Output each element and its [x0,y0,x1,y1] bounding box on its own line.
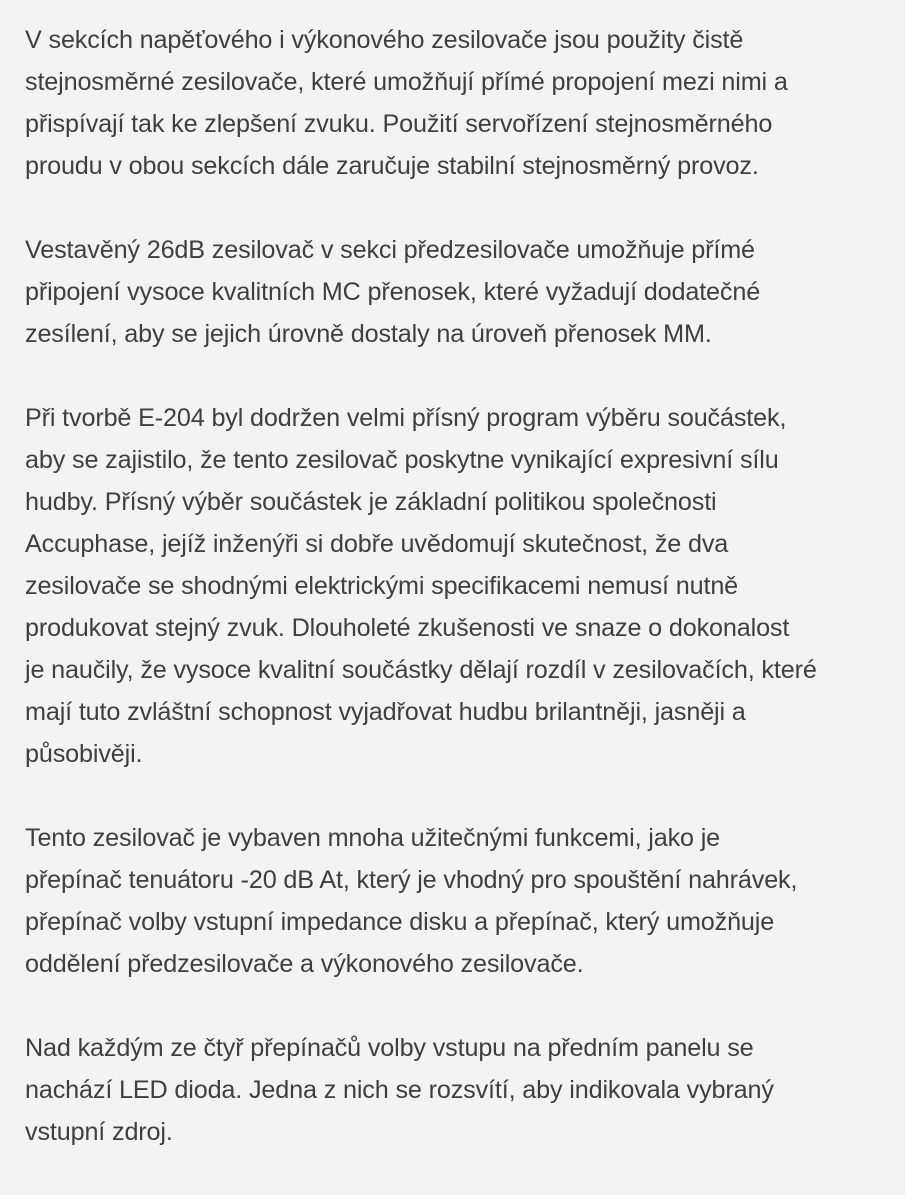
text-line: zesilovače se shodnými elektrickými specifikacemi nemusí nutně [25,572,739,600]
text-line: nachází LED dioda. Jedna z nich se rozsvítí, aby indikovala vybraný [25,1076,774,1104]
text-line: připojení vysoce kvalitních MC přenosek, které vyžadují dodatečné [25,278,761,306]
paragraph-mc-amplifier [25,229,895,355]
article-body [25,19,895,1195]
text-line: Vestavěný 26dB zesilovač v sekci předzesilovače umožňuje přímé [25,236,755,264]
text-line: mají tuto zvláštní schopnost vyjadřovat hudbu brilantněji, jasněji a [25,698,746,726]
text-line: přepínač volby vstupní impedance disku a přepínač, který umožňuje [25,908,775,936]
text-line: Při tvorbě E-204 byl dodržen velmi přísný program výběru součástek, [25,404,787,432]
text-line: zesílení, aby se jejich úrovně dostaly na úroveň přenosek MM. [25,320,712,348]
text-line: je naučily, že vysoce kvalitní součástky dělají rozdíl v zesilovačích, které [25,656,817,684]
text-line: přispívají tak ke zlepšení zvuku. Použití servořízení stejnosměrného [25,110,773,138]
text-line: působivěji. [25,740,143,768]
text-line: produkovat stejný zvuk. Dlouholeté zkušenosti ve snaze o dokonalost [25,614,790,642]
text-line: stejnosměrné zesilovače, které umožňují přímé propojení mezi nimi a [25,68,788,96]
text-line: Nad každým ze čtyř přepínačů volby vstupu na předním panelu se [25,1034,754,1062]
text-line: Tento zesilovač je vybaven mnoha užitečnými funkcemi, jako je [25,824,721,852]
text-line: Accuphase, jejíž inženýři si dobře uvědomují skutečnost, že dva [25,530,729,558]
text-line: přepínač tenuátoru -20 dB At, který je vhodný pro spouštění nahrávek, [25,866,798,894]
text-line: aby se zajistilo, že tento zesilovač poskytne vynikající expresivní sílu [25,446,779,474]
paragraph-component-selection [25,397,895,775]
text-line: hudby. Přísný výběr součástek je základní politikou společnosti [25,488,717,516]
paragraph-dc-amplifiers [25,19,895,187]
text-line: proudu v obou sekcích dále zaručuje stabilní stejnosměrný provoz. [25,152,759,180]
paragraph-led-indicators [25,1027,895,1153]
text-line: V sekcích napěťového i výkonového zesilovače jsou použity čistě [25,26,744,54]
paragraph-functions [25,817,895,985]
text-line: vstupní zdroj. [25,1118,173,1146]
text-line: oddělení předzesilovače a výkonového zesilovače. [25,950,584,978]
